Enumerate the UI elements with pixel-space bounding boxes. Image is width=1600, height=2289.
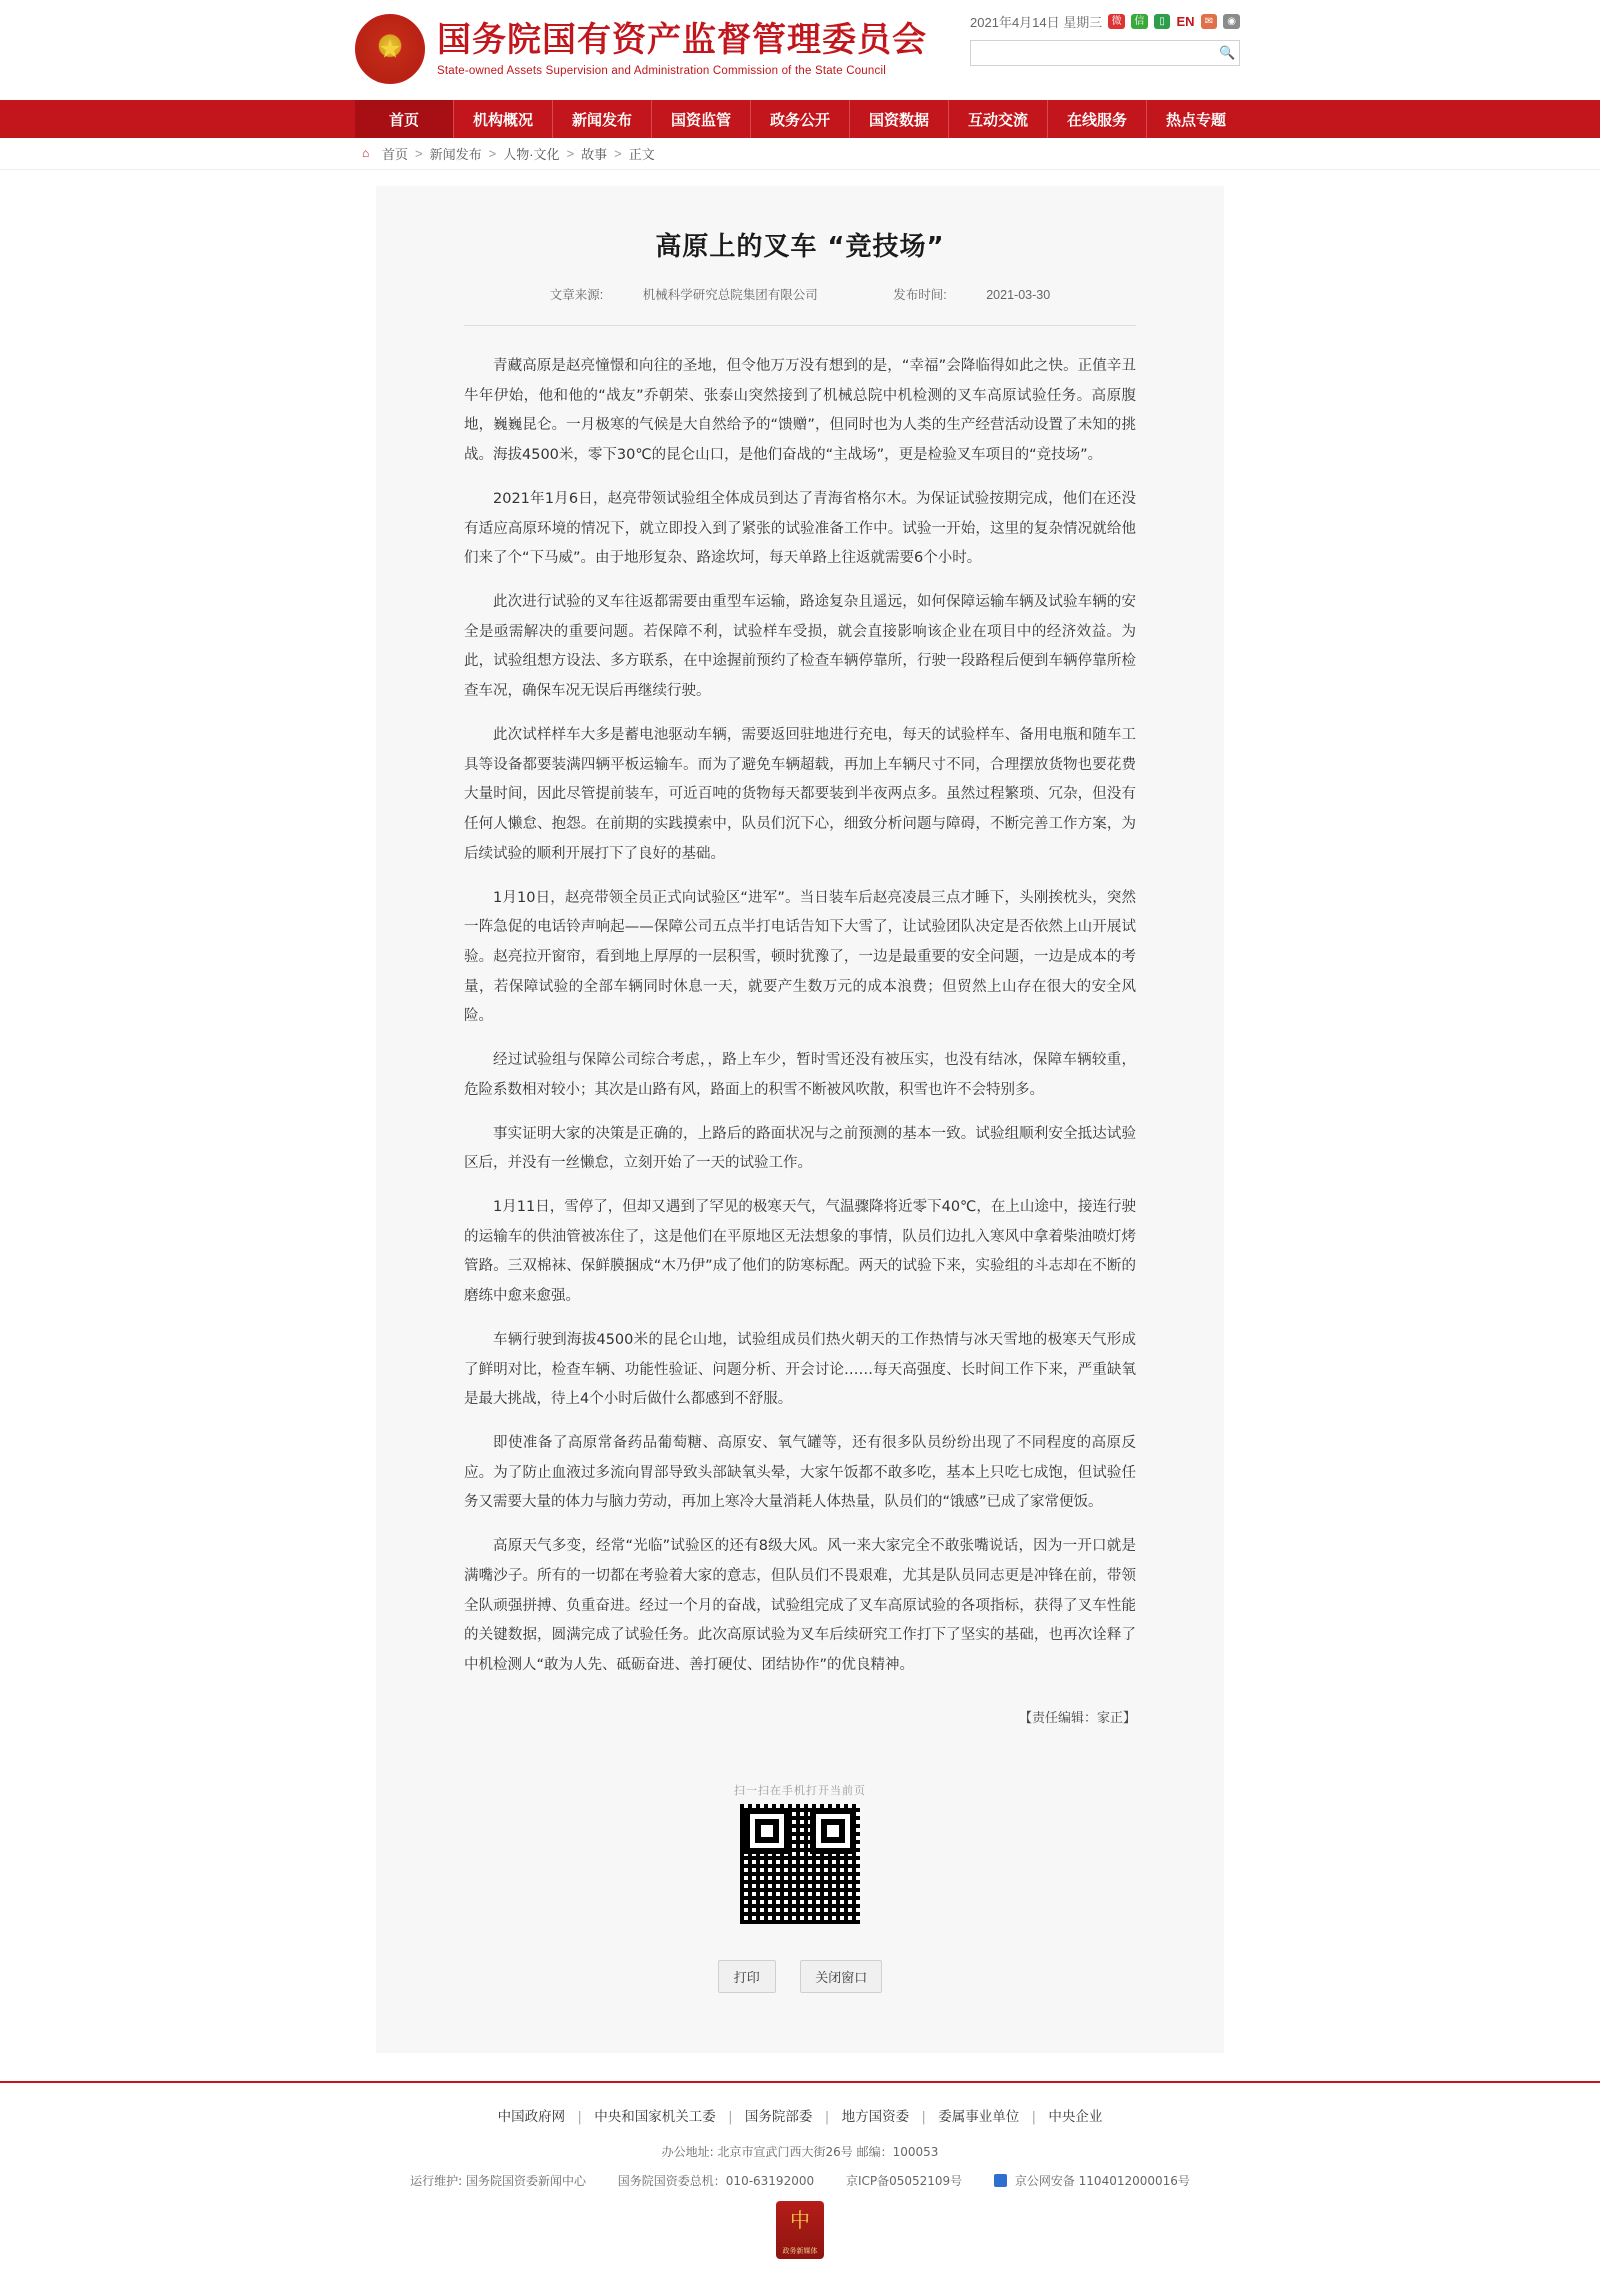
nav-item-interaction[interactable]: 互动交流: [949, 100, 1048, 138]
breadcrumb-separator: >: [415, 146, 423, 161]
site-title-en: State-owned Assets Supervision and Administration Commission of the State Council: [437, 64, 886, 77]
mail-icon[interactable]: ✉: [1201, 14, 1218, 29]
footer-link-central-enterprises[interactable]: 中央企业: [1048, 2108, 1103, 2125]
site-title-zh: 国务院国有资产监督管理委员会: [437, 20, 927, 61]
search-icon[interactable]: 🔍: [1213, 41, 1239, 65]
breadcrumb-item-home[interactable]: 首页: [382, 147, 409, 162]
article-title: 高原上的叉车 “竞技场”: [655, 232, 945, 262]
footer-maintain-value: 国务院国资委新闻中心: [465, 2173, 586, 2188]
footer-separator: |: [1031, 2108, 1037, 2125]
nav-item-overview[interactable]: 机构概况: [454, 100, 553, 138]
gov-seal-icon[interactable]: [776, 2201, 824, 2259]
footer-icp[interactable]: 京ICP备05052109号: [845, 2173, 963, 2188]
nav-item-topics[interactable]: 热点专题: [1165, 110, 1226, 129]
article-paragraph: 2021年1月6日，赵亮带领试验组全体成员到达了青海省格尔木。为保证试验按期完成，他们在还没有适应高原环境的情况下，就立即投入到了紧张的试验准备工作中。试验一开始，这里的复杂情况就给他们来了个“下马威”。由于地形复杂、路途坎坷，每天单路上往返就需要6个小时。: [464, 490, 1136, 567]
footer-address-value: 北京市宣武门西大街26号 邮编：100053: [717, 2144, 939, 2159]
nav-item-supervision[interactable]: 国资监管: [652, 100, 751, 138]
weibo-icon[interactable]: 微: [1108, 14, 1125, 29]
article-source-value: 机械科学研究总院集团有限公司: [642, 288, 818, 302]
nav-item-news[interactable]: 新闻发布: [553, 100, 652, 138]
qr-caption: 扫一扫在手机打开当前页: [734, 1784, 866, 1797]
breadcrumb-item-people-culture[interactable]: 人物·文化: [503, 147, 560, 162]
header-date-row: [970, 10, 1240, 32]
qr-section: [720, 1782, 880, 1924]
article-actions: [376, 1960, 1224, 1993]
breadcrumb: [0, 138, 1600, 170]
nav-item-home[interactable]: 首页: [355, 100, 454, 138]
article-paragraph: 此次试样样车大多是蓄电池驱动车辆，需要返回驻地进行充电，每天的试验样车、备用电瓶和随车工具等设备都要装满四辆平板运输车。而为了避免车辆超载，再加上车辆尺寸不同，合理摆放货物也要花费大量时间，因此尽管提前装车，可近百吨的货物每天都要装到半夜两点多。虽然过程繁琐、冗杂，但没有任何人懒怠、抱怨。在前期的实践摸索中，队员们沉下心，细致分析问题与障碍，不断完善工作方案，为后续试验的顺利开展打下了良好的基础。: [464, 726, 1136, 862]
footer-separator: |: [824, 2108, 830, 2125]
footer-address-label: 办公地址:: [661, 2144, 714, 2159]
article-paragraph: 1月11日，雪停了，但却又遇到了罕见的极寒天气，气温骤降将近零下40℃，在上山途中，接连行驶的运输车的供油管被冻住了，这是他们在平原地区无法想象的事情，队员们边扎入寒风中拿着柴油喷灯烤管路。三双棉袜、保鲜膜捆成“木乃伊”成了他们的防寒标配。两天的试验下来，实验组的斗志却在不断的磨练中愈来愈强。: [464, 1198, 1136, 1305]
police-badge-icon: [994, 2174, 1007, 2187]
article-container: [376, 186, 1224, 2053]
nav-item-data[interactable]: 国资数据: [850, 100, 949, 138]
gov-seal-char: 中: [790, 2209, 810, 2232]
article-date-label: 发布时间:: [893, 288, 947, 302]
main-nav: [0, 100, 1600, 138]
mobile-icon[interactable]: ▯: [1154, 14, 1171, 29]
article-date-value: 2021-03-30: [986, 288, 1051, 302]
article-paragraph: 此次进行试验的叉车往返都需要由重型车运输，路途复杂且遥远，如何保障运输车辆及试验车辆的安全是亟需解决的重要问题。若保障不利，试验样车受损，就会直接影响该企业在项目中的经济效益。为此，试验组想方设法、多方联系，在中途握前预约了检查车辆停靠所，行驶一段路程后便到车辆停靠所检查车况，确保车况无误后再继续行驶。: [464, 594, 1136, 700]
article-divider: [464, 325, 1136, 326]
search-box[interactable]: [970, 40, 1240, 66]
article-paragraph: 即使准备了高原常备药品葡萄糖、高原安、氧气罐等，还有很多队员纷纷出现了不同程度的高原反应。为了防止血液过多流向胃部导致头部缺氧头晕，大家午饭都不敢多吃，基本上只吃七成饱，但试验任务又需要大量的体力与脑力劳动，再加上寒冷大量消耗人体热量，队员们的“饿感”已成了家常便饭。: [464, 1435, 1136, 1511]
main-nav-inner: [355, 100, 1245, 138]
close-window-button[interactable]: 关闭窗口: [800, 1960, 882, 1993]
footer-link-local-sasac[interactable]: 地方国资委: [841, 2108, 910, 2125]
search-input[interactable]: [971, 41, 1213, 65]
footer-link-central-org[interactable]: 中央和国家机关工委: [594, 2108, 716, 2125]
footer-link-gov[interactable]: 中国政府网: [497, 2108, 566, 2125]
breadcrumb-separator: >: [488, 146, 497, 161]
article-paragraph: 经过试验组与保障公司综合考虑，，路上车少，暂时雪还没有被压实，也没有结冰，保障车辆较重，危险系数相对较小；其次是山路有风，路面上的积雪不断被风吹散，积雪也许不会特别多。: [464, 1052, 1136, 1098]
footer-maintain-label: 运行维护:: [410, 2173, 463, 2188]
breadcrumb-item-news[interactable]: 新闻发布: [429, 147, 482, 162]
footer-meta: [0, 2172, 1600, 2189]
footer-link-ministries[interactable]: 国务院部委: [744, 2108, 813, 2125]
article-paragraph: 车辆行驶到海拔4500米的昆仑山地，试验组成员们热火朝天的工作热情与冰天雪地的极寒天气形成了鲜明对比，检查车辆、功能性验证、问题分析、开会讨论……每天高强度、长时间工作下来，严重缺氧是最大挑战，待上4个小时后做什么都感到不舒服。: [464, 1331, 1136, 1408]
national-emblem-icon: [355, 14, 425, 84]
header-utility: [970, 10, 1240, 66]
breadcrumb-item-current: 正文: [628, 147, 655, 162]
site-footer: [0, 2081, 1600, 2289]
breadcrumb-item-story[interactable]: 故事: [581, 147, 608, 162]
article-paragraph: 青藏高原是赵亮憧憬和向往的圣地，但令他万万没有想到的是，“幸福”会降临得如此之快。正值辛丑牛年伊始，他和他的“战友”乔朝荣、张泰山突然接到了机械总院中机检测的叉车高原试验任务。高原腹地，巍巍昆仑。一月极寒的气候是大自然给予的“馈赠”，但同时也为人类的生产经营活动设置了未知的挑战。海拔4500米，零下30℃的昆仑山口，是他们奋战的“主战场”，更是检验叉车项目的“竞技场”。: [464, 358, 1136, 464]
nav-item-services[interactable]: 在线服务: [1048, 100, 1147, 138]
article-publish-date: [875, 288, 1068, 302]
article-source: [532, 288, 839, 302]
breadcrumb-separator: >: [614, 146, 622, 161]
footer-separator: |: [728, 2108, 733, 2125]
article-source-label: 文章来源:: [549, 288, 604, 302]
footer-separator: |: [577, 2108, 582, 2125]
site-logo[interactable]: [355, 14, 927, 84]
footer-separator: |: [921, 2108, 926, 2125]
article-editor: 【责任编辑：家正】: [1018, 1710, 1136, 1726]
home-icon: ⌂: [362, 146, 370, 160]
site-header: [0, 0, 1600, 100]
article-body: [464, 352, 1136, 1681]
article-paragraph: 事实证明大家的决策是正确的，上路后的路面状况与之前预测的基本一致。试验组顺利安全抵达试验区后，并没有一丝懒怠，立刻开始了一天的试验工作。: [464, 1125, 1136, 1172]
qr-code-icon: [740, 1804, 860, 1924]
gov-seal-text: 政务新媒体: [782, 2248, 818, 2256]
article-paragraph: 高原天气多变，经常“光临”试验区的还有8级大风。风一来大家完全不敢张嘴说话，因为一开口就是满嘴沙子。所有的一切都在考验着大家的意志，但队员们不畏艰难，尤其是队员同志更是冲锋在前，带领全队顽强拼搏、负重奋进。经过一个月的奋战，试验组完成了叉车高原试验的各项指标，获得了叉车性能的关键数据，圆满完成了试验任务。此次高原试验为叉车后续研究工作打下了坚实的基础，也再次诠释了中机检测人“敢为人先、砥砺奋进、善打硬仗、团结协作”的优良精神。: [464, 1538, 1136, 1674]
nav-item-affairs[interactable]: 政务公开: [751, 100, 850, 138]
language-en-link[interactable]: EN: [1176, 13, 1195, 29]
print-button[interactable]: 打印: [718, 1960, 776, 1993]
accessibility-icon[interactable]: ◉: [1223, 14, 1240, 29]
footer-address: [0, 2143, 1600, 2160]
footer-police-record[interactable]: 京公网安备 1104012000016号: [1014, 2173, 1190, 2188]
wechat-icon[interactable]: 信: [1131, 14, 1148, 29]
footer-links: [0, 2105, 1600, 2125]
footer-link-institutions[interactable]: 委属事业单位: [938, 2108, 1020, 2125]
current-date: 2021年4月14日 星期三: [970, 14, 1103, 30]
breadcrumb-separator: >: [566, 146, 575, 161]
article-paragraph: 1月10日，赵亮带领全员正式向试验区“进军”。当日装车后赵亮凌晨三点才睡下，头刚挨枕头，突然一阵急促的电话铃声响起——保障公司五点半打电话告知下大雪了，让试验团队决定是否依然上山开展试验。赵亮拉开窗帘，看到地上厚厚的一层积雪，顿时犹豫了，一边是最重要的安全问题，一边是成本的考量，若保障试验的全部车辆同时休息一天，就要产生数万元的成本浪费；但贸然上山存在很大的安全风险。: [464, 889, 1136, 1025]
article-meta: [376, 285, 1224, 303]
footer-phone: 国务院国资委总机：010-63192000: [617, 2173, 815, 2188]
